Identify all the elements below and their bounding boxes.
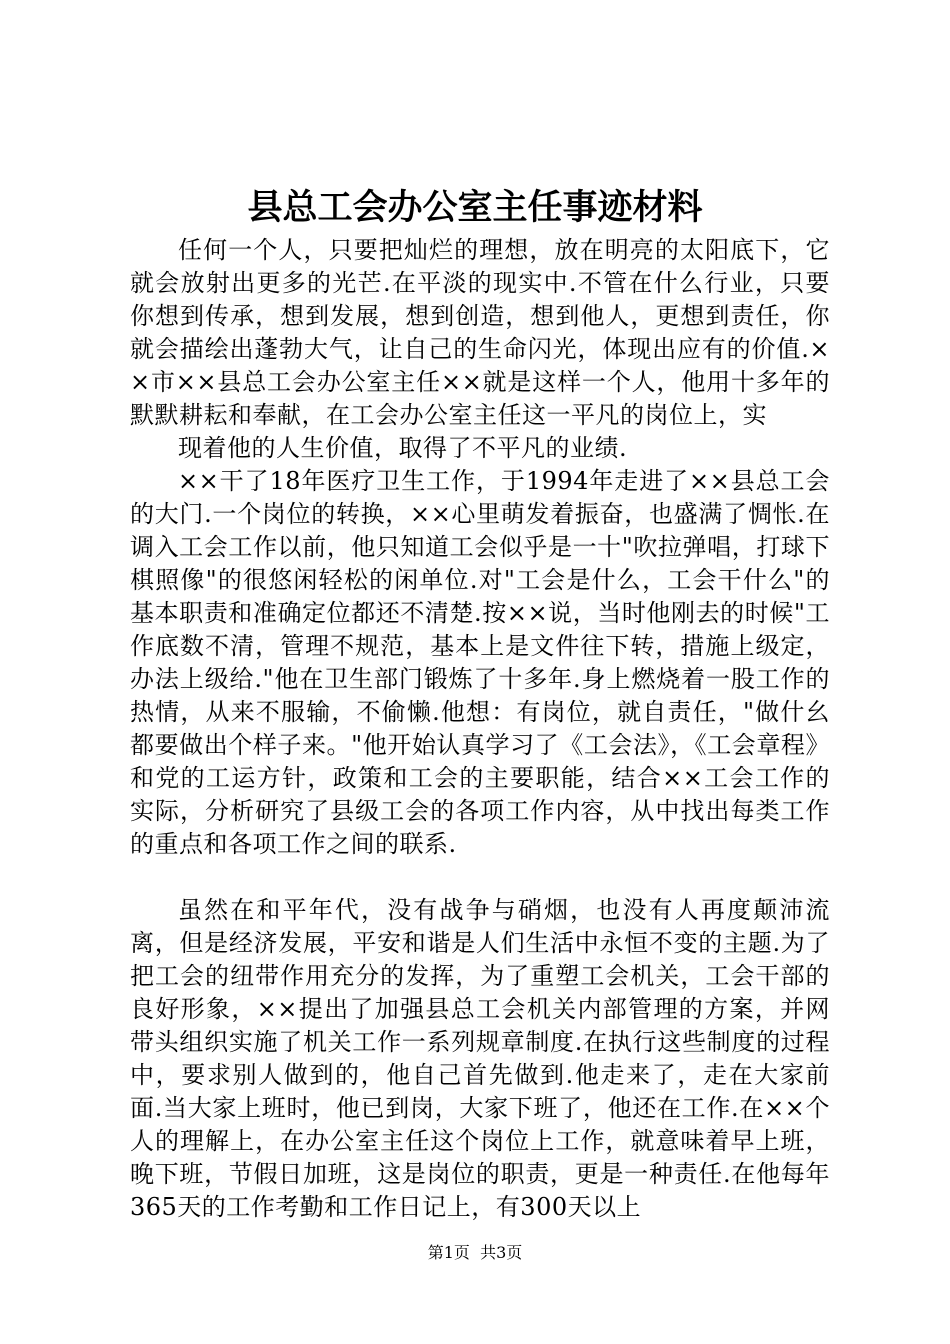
page-total: 共3页	[480, 1243, 523, 1262]
paragraph-spacer	[130, 861, 830, 894]
page-number: 第1页	[427, 1243, 470, 1262]
paragraph-intro: 任何一个人，只要把灿烂的理想，放在明亮的太阳底下，它就会放射出更多的光芒.在平淡的现实中.不管在什么行业，只要你想到传承，想到发展，想到创造，想到他人，更想到责任，你就会描绘出蓬勃大气，让自己的生命闪光，体现出应有的价值.××市××县总工会办公室主任××就是这样一个人，他用十多年的默默耕耘和奉献，在工会办公室主任这一平凡的岗位上，实	[130, 236, 830, 429]
paragraph-intro-continued: 现着他的人生价值，取得了不平凡的业绩.	[178, 434, 628, 462]
paragraph-career: ××干了18年医疗卫生工作，于1994年走进了××县总工会的大门.一个岗位的转换，××心里萌发着振奋，也盛满了惆怅.在调入工会工作以前，他只知道工会似乎是一十"吹拉弹唱，打球下棋照像"的很悠闲轻松的闲单位.对"工会是什么，工会干什么"的基本职责和准确定位都还不清楚.按××说，当时他刚去的时候"工作底数不清，管理不规范，基本上是文件往下转，措施上级定，办法上级给."他在卫生部门锻炼了十多年.身上燃烧着一股工作的热情，从来不服输，不偷懒.他想：有岗位，就自责任，"做什幺都要做出个样子来。"他开始认真学习了《工会法》，《工会章程》和党的工运方针，政策和工会的主要职能，结合××工会工作的实际，分析研究了县级工会的各项工作内容，从中找出每类工作的重点和各项工作之间的联系.	[130, 467, 830, 858]
document-title: 县总工会办公室主任事迹材料	[247, 187, 703, 228]
page-footer	[0, 1242, 950, 1264]
document-body	[130, 234, 830, 1224]
paragraph-management: 虽然在和平年代，没有战争与硝烟，也没有人再度颠沛流离，但是经济发展，平安和谐是人们生活中永恒不变的主题.为了把工会的纽带作用充分的发挥，为了重塑工会机关，工会干部的良好形象，××提出了加强县总工会机关内部管理的方案，并网带头组织实施了机关工作一系列规章制度.在执行这些制度的过程中，要求别人做到的，他自己首先做到.他走来了，走在大家前面.当大家上班时，他已到岗，大家下班了，他还在工作.在××个人的理解上，在办公室主任这个岗位上工作，就意味着早上班，晚下班，节假日加班，这是岗位的职责，更是一种责任.在他每年365天的工作考勤和工作日记上，有300天以上	[130, 896, 830, 1221]
